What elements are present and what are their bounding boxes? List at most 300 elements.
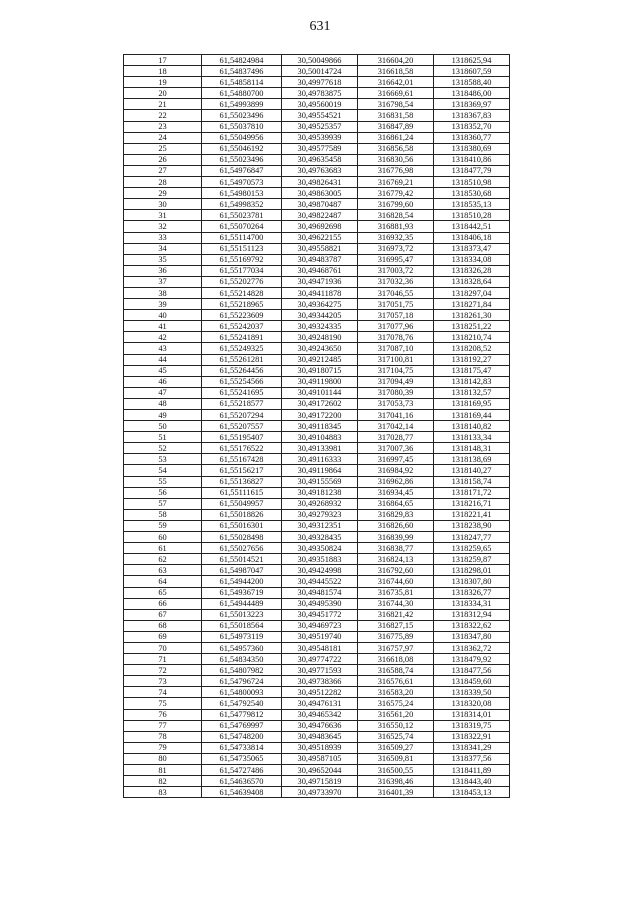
y-coordinate-cell: 1318373,47 — [434, 243, 510, 254]
longitude-cell: 30,49512282 — [282, 687, 358, 698]
x-coordinate-cell: 316509,81 — [358, 753, 434, 764]
latitude-cell: 61,55070264 — [202, 221, 282, 232]
x-coordinate-cell: 317032,36 — [358, 276, 434, 287]
longitude-cell: 30,49104883 — [282, 432, 358, 443]
longitude-cell: 30,49548181 — [282, 642, 358, 653]
latitude-cell: 61,55037810 — [202, 121, 282, 132]
x-coordinate-cell: 317028,77 — [358, 432, 434, 443]
table-row — [124, 654, 510, 665]
latitude-cell: 61,54970573 — [202, 177, 282, 188]
y-coordinate-cell: 1318442,51 — [434, 221, 510, 232]
y-coordinate-cell: 1318171,72 — [434, 487, 510, 498]
point-number-cell: 19 — [124, 77, 202, 88]
point-number-cell: 59 — [124, 520, 202, 531]
y-coordinate-cell: 1318367,83 — [434, 110, 510, 121]
latitude-cell: 61,55023496 — [202, 110, 282, 121]
latitude-cell: 61,55151123 — [202, 243, 282, 254]
y-coordinate-cell: 1318319,75 — [434, 720, 510, 731]
x-coordinate-cell: 316775,89 — [358, 631, 434, 642]
latitude-cell: 61,54973119 — [202, 631, 282, 642]
y-coordinate-cell: 1318443,40 — [434, 776, 510, 787]
point-number-cell: 47 — [124, 387, 202, 398]
table-row — [124, 310, 510, 321]
point-number-cell: 37 — [124, 276, 202, 287]
longitude-cell: 30,49181238 — [282, 487, 358, 498]
point-number-cell: 32 — [124, 221, 202, 232]
latitude-cell: 61,54957360 — [202, 642, 282, 653]
point-number-cell: 80 — [124, 753, 202, 764]
y-coordinate-cell: 1318334,08 — [434, 254, 510, 265]
x-coordinate-cell: 316509,27 — [358, 742, 434, 753]
table-row — [124, 421, 510, 432]
y-coordinate-cell: 1318411,89 — [434, 765, 510, 776]
x-coordinate-cell: 317078,76 — [358, 332, 434, 343]
y-coordinate-cell: 1318140,27 — [434, 465, 510, 476]
point-number-cell: 40 — [124, 310, 202, 321]
x-coordinate-cell: 316984,92 — [358, 465, 434, 476]
latitude-cell: 61,54733814 — [202, 742, 282, 753]
y-coordinate-cell: 1318221,41 — [434, 509, 510, 520]
table-row — [124, 676, 510, 687]
x-coordinate-cell: 316838,77 — [358, 543, 434, 554]
x-coordinate-cell: 316525,74 — [358, 731, 434, 742]
latitude-cell: 61,54748200 — [202, 731, 282, 742]
y-coordinate-cell: 1318377,56 — [434, 753, 510, 764]
point-number-cell: 76 — [124, 709, 202, 720]
y-coordinate-cell: 1318352,70 — [434, 121, 510, 132]
longitude-cell: 30,49133981 — [282, 443, 358, 454]
point-number-cell: 52 — [124, 443, 202, 454]
y-coordinate-cell: 1318175,47 — [434, 365, 510, 376]
table-row — [124, 532, 510, 543]
y-coordinate-cell: 1318406,18 — [434, 232, 510, 243]
coordinates-table-body — [124, 55, 510, 798]
y-coordinate-cell: 1318334,31 — [434, 598, 510, 609]
point-number-cell: 41 — [124, 321, 202, 332]
latitude-cell: 61,55249325 — [202, 343, 282, 354]
table-row — [124, 720, 510, 731]
latitude-cell: 61,54807982 — [202, 665, 282, 676]
point-number-cell: 62 — [124, 554, 202, 565]
y-coordinate-cell: 1318486,00 — [434, 88, 510, 99]
table-row — [124, 254, 510, 265]
point-number-cell: 68 — [124, 620, 202, 631]
y-coordinate-cell: 1318298,01 — [434, 565, 510, 576]
point-number-cell: 26 — [124, 154, 202, 165]
point-number-cell: 31 — [124, 210, 202, 221]
y-coordinate-cell: 1318510,28 — [434, 210, 510, 221]
longitude-cell: 30,50014724 — [282, 66, 358, 77]
x-coordinate-cell: 316561,20 — [358, 709, 434, 720]
table-row — [124, 787, 510, 798]
latitude-cell: 61,54800093 — [202, 687, 282, 698]
x-coordinate-cell: 316588,74 — [358, 665, 434, 676]
point-number-cell: 49 — [124, 410, 202, 421]
point-number-cell: 65 — [124, 587, 202, 598]
table-row — [124, 709, 510, 720]
table-row — [124, 443, 510, 454]
point-number-cell: 73 — [124, 676, 202, 687]
x-coordinate-cell: 317041,16 — [358, 410, 434, 421]
x-coordinate-cell: 317087,10 — [358, 343, 434, 354]
longitude-cell: 30,49312351 — [282, 520, 358, 531]
table-row — [124, 354, 510, 365]
point-number-cell: 82 — [124, 776, 202, 787]
table-row — [124, 188, 510, 199]
latitude-cell: 61,55176522 — [202, 443, 282, 454]
longitude-cell: 30,49558821 — [282, 243, 358, 254]
x-coordinate-cell: 316864,65 — [358, 498, 434, 509]
y-coordinate-cell: 1318247,77 — [434, 532, 510, 543]
table-row — [124, 299, 510, 310]
y-coordinate-cell: 1318216,71 — [434, 498, 510, 509]
latitude-cell: 61,55049956 — [202, 132, 282, 143]
table-row — [124, 210, 510, 221]
latitude-cell: 61,55027656 — [202, 543, 282, 554]
x-coordinate-cell: 316583,20 — [358, 687, 434, 698]
table-row — [124, 77, 510, 88]
y-coordinate-cell: 1318625,94 — [434, 55, 510, 66]
latitude-cell: 61,54769997 — [202, 720, 282, 731]
y-coordinate-cell: 1318192,27 — [434, 354, 510, 365]
table-row — [124, 199, 510, 210]
table-row — [124, 99, 510, 110]
longitude-cell: 30,49451772 — [282, 609, 358, 620]
latitude-cell: 61,55014521 — [202, 554, 282, 565]
point-number-cell: 48 — [124, 398, 202, 409]
y-coordinate-cell: 1318479,92 — [434, 654, 510, 665]
y-coordinate-cell: 1318320,08 — [434, 698, 510, 709]
latitude-cell: 61,55136827 — [202, 476, 282, 487]
table-row — [124, 232, 510, 243]
latitude-cell: 61,54976847 — [202, 165, 282, 176]
y-coordinate-cell: 1318326,28 — [434, 265, 510, 276]
longitude-cell: 30,49483787 — [282, 254, 358, 265]
table-row — [124, 343, 510, 354]
longitude-cell: 30,49471936 — [282, 276, 358, 287]
latitude-cell: 61,54735065 — [202, 753, 282, 764]
table-row — [124, 631, 510, 642]
y-coordinate-cell: 1318530,68 — [434, 188, 510, 199]
y-coordinate-cell: 1318238,90 — [434, 520, 510, 531]
x-coordinate-cell: 317080,39 — [358, 387, 434, 398]
y-coordinate-cell: 1318140,82 — [434, 421, 510, 432]
x-coordinate-cell: 316757,97 — [358, 642, 434, 653]
point-number-cell: 44 — [124, 354, 202, 365]
point-number-cell: 24 — [124, 132, 202, 143]
latitude-cell: 61,54880700 — [202, 88, 282, 99]
table-row — [124, 287, 510, 298]
longitude-cell: 30,49481574 — [282, 587, 358, 598]
table-row — [124, 221, 510, 232]
y-coordinate-cell: 1318148,31 — [434, 443, 510, 454]
x-coordinate-cell: 316829,83 — [358, 509, 434, 520]
longitude-cell: 30,49411878 — [282, 287, 358, 298]
y-coordinate-cell: 1318261,30 — [434, 310, 510, 321]
table-row — [124, 598, 510, 609]
y-coordinate-cell: 1318477,79 — [434, 165, 510, 176]
longitude-cell: 30,49495390 — [282, 598, 358, 609]
longitude-cell: 30,49560019 — [282, 99, 358, 110]
point-number-cell: 61 — [124, 543, 202, 554]
table-row — [124, 165, 510, 176]
x-coordinate-cell: 316821,42 — [358, 609, 434, 620]
point-number-cell: 35 — [124, 254, 202, 265]
x-coordinate-cell: 317100,81 — [358, 354, 434, 365]
coordinates-table — [123, 54, 510, 798]
point-number-cell: 17 — [124, 55, 202, 66]
latitude-cell: 61,55261281 — [202, 354, 282, 365]
table-row — [124, 642, 510, 653]
x-coordinate-cell: 317051,75 — [358, 299, 434, 310]
point-number-cell: 20 — [124, 88, 202, 99]
y-coordinate-cell: 1318459,60 — [434, 676, 510, 687]
latitude-cell: 61,55218577 — [202, 398, 282, 409]
y-coordinate-cell: 1318380,69 — [434, 143, 510, 154]
x-coordinate-cell: 317003,72 — [358, 265, 434, 276]
latitude-cell: 61,55254566 — [202, 376, 282, 387]
latitude-cell: 61,54936719 — [202, 587, 282, 598]
latitude-cell: 61,55018564 — [202, 620, 282, 631]
longitude-cell: 30,49476131 — [282, 698, 358, 709]
point-number-cell: 23 — [124, 121, 202, 132]
point-number-cell: 25 — [124, 143, 202, 154]
longitude-cell: 30,49977618 — [282, 77, 358, 88]
longitude-cell: 30,49468761 — [282, 265, 358, 276]
x-coordinate-cell: 316398,46 — [358, 776, 434, 787]
y-coordinate-cell: 1318208,52 — [434, 343, 510, 354]
longitude-cell: 30,49119864 — [282, 465, 358, 476]
latitude-cell: 61,54980153 — [202, 188, 282, 199]
table-row — [124, 121, 510, 132]
x-coordinate-cell: 316642,01 — [358, 77, 434, 88]
point-number-cell: 83 — [124, 787, 202, 798]
longitude-cell: 30,49101144 — [282, 387, 358, 398]
y-coordinate-cell: 1318132,57 — [434, 387, 510, 398]
x-coordinate-cell: 316828,54 — [358, 210, 434, 221]
x-coordinate-cell: 316839,99 — [358, 532, 434, 543]
table-row — [124, 376, 510, 387]
x-coordinate-cell: 316744,30 — [358, 598, 434, 609]
point-number-cell: 34 — [124, 243, 202, 254]
x-coordinate-cell: 316932,35 — [358, 232, 434, 243]
point-number-cell: 50 — [124, 421, 202, 432]
y-coordinate-cell: 1318271,84 — [434, 299, 510, 310]
table-row — [124, 609, 510, 620]
y-coordinate-cell: 1318510,98 — [434, 177, 510, 188]
table-row — [124, 265, 510, 276]
latitude-cell: 61,54837496 — [202, 66, 282, 77]
table-row — [124, 620, 510, 631]
latitude-cell: 61,55242037 — [202, 321, 282, 332]
x-coordinate-cell: 316997,45 — [358, 454, 434, 465]
longitude-cell: 30,49248190 — [282, 332, 358, 343]
latitude-cell: 61,55207294 — [202, 410, 282, 421]
y-coordinate-cell: 1318142,83 — [434, 376, 510, 387]
point-number-cell: 36 — [124, 265, 202, 276]
latitude-cell: 61,55241695 — [202, 387, 282, 398]
latitude-cell: 61,55218965 — [202, 299, 282, 310]
latitude-cell: 61,54639408 — [202, 787, 282, 798]
latitude-cell: 61,55202776 — [202, 276, 282, 287]
y-coordinate-cell: 1318259,87 — [434, 554, 510, 565]
point-number-cell: 63 — [124, 565, 202, 576]
x-coordinate-cell: 316618,58 — [358, 66, 434, 77]
point-number-cell: 71 — [124, 654, 202, 665]
longitude-cell: 30,49554521 — [282, 110, 358, 121]
longitude-cell: 30,49518939 — [282, 742, 358, 753]
latitude-cell: 61,55046192 — [202, 143, 282, 154]
y-coordinate-cell: 1318169,95 — [434, 398, 510, 409]
longitude-cell: 30,49870487 — [282, 199, 358, 210]
table-row — [124, 487, 510, 498]
x-coordinate-cell: 316861,24 — [358, 132, 434, 143]
y-coordinate-cell: 1318453,13 — [434, 787, 510, 798]
latitude-cell: 61,55023496 — [202, 154, 282, 165]
longitude-cell: 30,49539939 — [282, 132, 358, 143]
y-coordinate-cell: 1318259,65 — [434, 543, 510, 554]
longitude-cell: 30,49172602 — [282, 398, 358, 409]
point-number-cell: 81 — [124, 765, 202, 776]
table-row — [124, 387, 510, 398]
longitude-cell: 30,49328435 — [282, 532, 358, 543]
point-number-cell: 70 — [124, 642, 202, 653]
x-coordinate-cell: 316962,86 — [358, 476, 434, 487]
latitude-cell: 61,55195407 — [202, 432, 282, 443]
x-coordinate-cell: 316881,93 — [358, 221, 434, 232]
longitude-cell: 30,49476636 — [282, 720, 358, 731]
table-row — [124, 731, 510, 742]
y-coordinate-cell: 1318251,22 — [434, 321, 510, 332]
x-coordinate-cell: 316550,12 — [358, 720, 434, 731]
x-coordinate-cell: 316831,58 — [358, 110, 434, 121]
longitude-cell: 30,49424998 — [282, 565, 358, 576]
x-coordinate-cell: 316618,08 — [358, 654, 434, 665]
longitude-cell: 30,49822487 — [282, 210, 358, 221]
x-coordinate-cell: 316856,58 — [358, 143, 434, 154]
table-row — [124, 132, 510, 143]
longitude-cell: 30,49692698 — [282, 221, 358, 232]
longitude-cell: 30,49622155 — [282, 232, 358, 243]
x-coordinate-cell: 316575,24 — [358, 698, 434, 709]
x-coordinate-cell: 316934,45 — [358, 487, 434, 498]
table-row — [124, 776, 510, 787]
longitude-cell: 30,49826431 — [282, 177, 358, 188]
y-coordinate-cell: 1318158,74 — [434, 476, 510, 487]
y-coordinate-cell: 1318312,94 — [434, 609, 510, 620]
latitude-cell: 61,55207557 — [202, 421, 282, 432]
table-row — [124, 143, 510, 154]
latitude-cell: 61,55169792 — [202, 254, 282, 265]
table-row — [124, 509, 510, 520]
latitude-cell: 61,54796724 — [202, 676, 282, 687]
latitude-cell: 61,54944489 — [202, 598, 282, 609]
y-coordinate-cell: 1318339,50 — [434, 687, 510, 698]
latitude-cell: 61,55018826 — [202, 509, 282, 520]
point-number-cell: 29 — [124, 188, 202, 199]
x-coordinate-cell: 317057,18 — [358, 310, 434, 321]
y-coordinate-cell: 1318210,74 — [434, 332, 510, 343]
x-coordinate-cell: 317053,73 — [358, 398, 434, 409]
x-coordinate-cell: 316847,89 — [358, 121, 434, 132]
table-row — [124, 765, 510, 776]
x-coordinate-cell: 316827,15 — [358, 620, 434, 631]
table-row — [124, 554, 510, 565]
longitude-cell: 30,49324335 — [282, 321, 358, 332]
point-number-cell: 54 — [124, 465, 202, 476]
point-number-cell: 46 — [124, 376, 202, 387]
y-coordinate-cell: 1318410,86 — [434, 154, 510, 165]
table-row — [124, 543, 510, 554]
latitude-cell: 61,54987047 — [202, 565, 282, 576]
latitude-cell: 61,55049957 — [202, 498, 282, 509]
latitude-cell: 61,55241891 — [202, 332, 282, 343]
x-coordinate-cell: 316776,98 — [358, 165, 434, 176]
longitude-cell: 30,49483645 — [282, 731, 358, 742]
longitude-cell: 30,49445522 — [282, 576, 358, 587]
table-row — [124, 410, 510, 421]
point-number-cell: 64 — [124, 576, 202, 587]
longitude-cell: 30,49212485 — [282, 354, 358, 365]
point-number-cell: 78 — [124, 731, 202, 742]
longitude-cell: 30,49635458 — [282, 154, 358, 165]
point-number-cell: 30 — [124, 199, 202, 210]
latitude-cell: 61,55156217 — [202, 465, 282, 476]
latitude-cell: 61,54858114 — [202, 77, 282, 88]
table-row — [124, 565, 510, 576]
table-row — [124, 88, 510, 99]
y-coordinate-cell: 1318297,04 — [434, 287, 510, 298]
point-number-cell: 75 — [124, 698, 202, 709]
longitude-cell: 30,49715819 — [282, 776, 358, 787]
point-number-cell: 27 — [124, 165, 202, 176]
point-number-cell: 69 — [124, 631, 202, 642]
longitude-cell: 30,49763683 — [282, 165, 358, 176]
table-row — [124, 66, 510, 77]
x-coordinate-cell: 316576,61 — [358, 676, 434, 687]
x-coordinate-cell: 316669,61 — [358, 88, 434, 99]
y-coordinate-cell: 1318588,40 — [434, 77, 510, 88]
latitude-cell: 61,54636570 — [202, 776, 282, 787]
latitude-cell: 61,55264456 — [202, 365, 282, 376]
x-coordinate-cell: 317104,75 — [358, 365, 434, 376]
longitude-cell: 30,49116333 — [282, 454, 358, 465]
y-coordinate-cell: 1318607,59 — [434, 66, 510, 77]
x-coordinate-cell: 316799,60 — [358, 199, 434, 210]
table-row — [124, 432, 510, 443]
x-coordinate-cell: 316824,13 — [358, 554, 434, 565]
latitude-cell: 61,54834350 — [202, 654, 282, 665]
table-row — [124, 55, 510, 66]
x-coordinate-cell: 316995,47 — [358, 254, 434, 265]
x-coordinate-cell: 316744,60 — [358, 576, 434, 587]
table-row — [124, 154, 510, 165]
longitude-cell: 30,49119800 — [282, 376, 358, 387]
table-row — [124, 576, 510, 587]
longitude-cell: 30,49344205 — [282, 310, 358, 321]
table-row — [124, 698, 510, 709]
longitude-cell: 30,49863005 — [282, 188, 358, 199]
x-coordinate-cell: 316798,54 — [358, 99, 434, 110]
latitude-cell: 61,55114700 — [202, 232, 282, 243]
x-coordinate-cell: 317046,55 — [358, 287, 434, 298]
point-number-cell: 51 — [124, 432, 202, 443]
point-number-cell: 77 — [124, 720, 202, 731]
x-coordinate-cell: 317094,49 — [358, 376, 434, 387]
point-number-cell: 28 — [124, 177, 202, 188]
latitude-cell: 61,55111615 — [202, 487, 282, 498]
y-coordinate-cell: 1318477,56 — [434, 665, 510, 676]
